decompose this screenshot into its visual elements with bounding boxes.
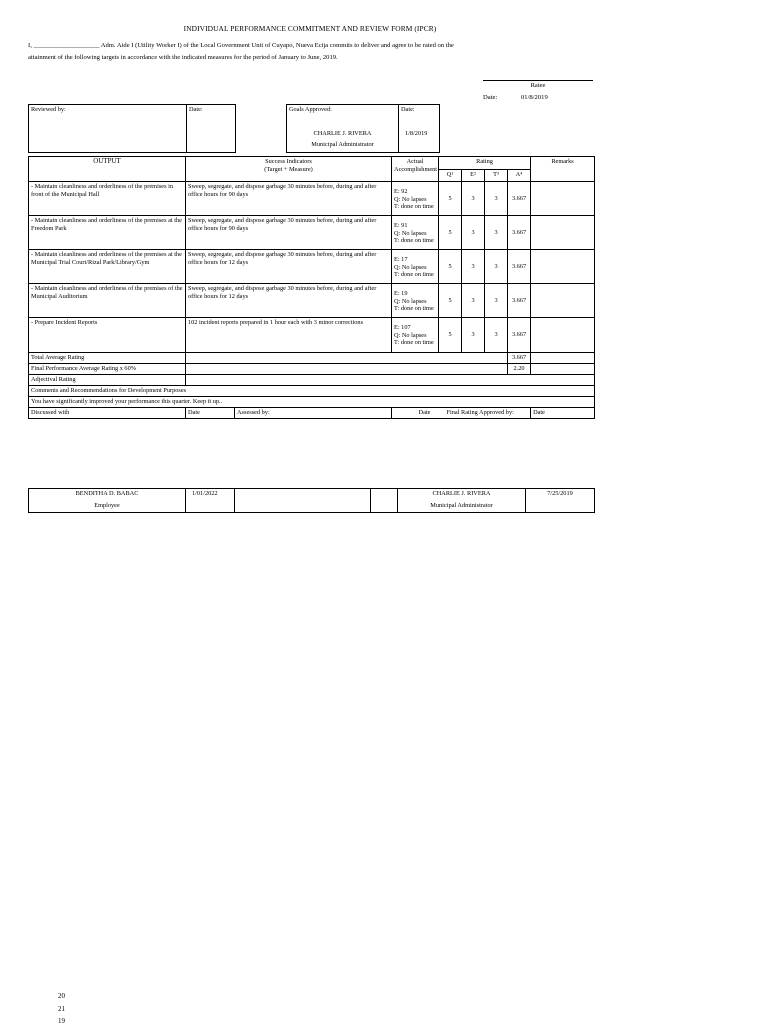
assessed-spacer <box>392 408 439 419</box>
row-indicator: 102 incident reports prepared in 1 hour each with 3 minor corrections <box>186 318 392 353</box>
final-approver-title: Municipal Administrator <box>430 501 493 509</box>
row-rating-a: 3.667 <box>508 284 531 318</box>
final-rating-spacer <box>186 364 508 375</box>
row-acc-e: E: 91 <box>394 222 408 229</box>
header-remarks: Remarks <box>531 157 595 182</box>
final-rating-row <box>29 364 595 375</box>
footer-number: 19 <box>58 1017 65 1025</box>
goals-date-label: Date: <box>401 106 415 113</box>
row-rating-t: 3 <box>485 318 508 353</box>
row-remarks <box>531 216 595 250</box>
total-average-remarks <box>531 353 595 364</box>
row-acc-e: E: 107 <box>394 324 411 331</box>
row-rating-q: 5 <box>439 284 462 318</box>
final-approved-text: Final Rating Approved by: <box>446 409 514 416</box>
header-e: E² <box>462 170 485 182</box>
header-q: Q¹ <box>439 170 462 182</box>
employee-name: BENDITHA D. BABAC <box>75 490 139 497</box>
approval-table <box>28 104 440 153</box>
assessed-by-label: Assessed by: <box>235 408 392 419</box>
form-title: INDIVIDUAL PERFORMANCE COMMITMENT AND REVIEW FORM (IPCR) <box>183 24 437 33</box>
row-acc-e: E: 17 <box>394 256 408 263</box>
ipcr-table <box>28 156 595 419</box>
signature-table <box>28 488 595 513</box>
row-acc-t: T: done on time <box>394 237 434 245</box>
header-t: T³ <box>485 170 508 182</box>
assessor-date <box>371 489 398 513</box>
comments-label: Comments and Recommendations for Development Purposes <box>29 386 595 397</box>
adjectival-label: Adjectival Rating <box>29 375 186 386</box>
header-actual-accomplishment: Actual Accomplishment <box>392 157 439 182</box>
row-rating-a: 3.667 <box>508 182 531 216</box>
row-rating-e: 3 <box>462 250 485 284</box>
intro-line-1: I, ____________________ Adm. Aide I (Utility Worker I) of the Local Government Unit of Cuyapo, Nueva Ecija commits to deliver and agree to be rated on the <box>28 42 454 49</box>
row-rating-t: 3 <box>485 250 508 284</box>
goals-approved-label: Goals Approved: <box>289 106 332 113</box>
ratee-label: Ratee <box>530 82 546 89</box>
row-indicator: Sweep, segregate, and dispose garbage 30 minutes before, during and after office hours for 12 days <box>186 250 392 284</box>
table-row <box>29 216 595 250</box>
row-output: - Maintain cleanliness and orderliness of the premises in front of the Municipal Hall <box>29 182 186 216</box>
approver-signature <box>398 489 526 513</box>
row-output: - Maintain cleanliness and orderliness of the premises at the Freedom Park <box>29 216 186 250</box>
table-row <box>29 318 595 353</box>
row-acc-q: Q: No lapses <box>394 195 427 203</box>
adjectival-row <box>29 375 595 386</box>
ratee-date-label: Date: <box>483 94 498 101</box>
row-accomplishment <box>392 318 439 353</box>
reviewed-by-cell <box>29 105 187 153</box>
header-success-line2: (Target + Measure) <box>264 165 313 173</box>
row-accomplishment <box>392 216 439 250</box>
row-rating-q: 5 <box>439 318 462 353</box>
row-acc-q: Q: No lapses <box>394 229 427 237</box>
ratee-date-value: 01/8/2019 <box>521 94 548 101</box>
row-output: - Maintain cleanliness and orderliness of the premises at the Municipal Trial Court/Rizal Park/Library/Gym <box>29 250 186 284</box>
final-rating-remarks <box>531 364 595 375</box>
row-accomplishment <box>392 250 439 284</box>
footer-number: 20 <box>58 992 65 1000</box>
date-label-a: Date <box>186 408 235 419</box>
row-remarks <box>531 318 595 353</box>
employee-title: Employee <box>94 501 120 509</box>
row-rating-a: 3.667 <box>508 318 531 353</box>
row-remarks <box>531 182 595 216</box>
intro-line-2: attainment of the following targets in accordance with the indicated measures for the period of January to June, 2019. <box>28 53 338 61</box>
row-acc-t: T: done on time <box>394 305 434 313</box>
row-rating-a: 3.667 <box>508 250 531 284</box>
row-acc-q: Q: No lapses <box>394 263 427 271</box>
table-row <box>29 284 595 318</box>
row-rating-e: 3 <box>462 182 485 216</box>
row-rating-t: 3 <box>485 182 508 216</box>
row-accomplishment <box>392 182 439 216</box>
comment-text: You have significantly improved your performance this quarter. Keep it up.. <box>29 397 595 408</box>
row-rating-t: 3 <box>485 284 508 318</box>
total-average-row <box>29 353 595 364</box>
row-rating-q: 5 <box>439 182 462 216</box>
row-rating-q: 5 <box>439 250 462 284</box>
reviewed-by-label: Reviewed by: <box>31 106 66 113</box>
final-rating-label: Final Performance Average Rating x 60% <box>29 364 186 375</box>
page-footer-numbers <box>58 990 65 1028</box>
comment-text-row <box>29 397 595 408</box>
row-indicator: Sweep, segregate, and dispose garbage 30 minutes before, during and after office hours for 90 days <box>186 216 392 250</box>
row-rating-e: 3 <box>462 318 485 353</box>
header-success-line1: Success Indicators <box>265 158 312 165</box>
signoff-header-row <box>29 408 595 419</box>
date-label-b: Date <box>418 409 431 416</box>
total-average-value: 3.667 <box>508 353 531 364</box>
row-remarks <box>531 250 595 284</box>
table-row <box>29 250 595 284</box>
final-rating-value: 2.20 <box>508 364 531 375</box>
goals-approved-cell <box>287 105 399 153</box>
header-a: A⁴ <box>508 170 531 182</box>
reviewed-date-label: Date: <box>189 106 203 113</box>
row-output: - Prepare Incident Reports <box>29 318 186 353</box>
row-acc-t: T: done on time <box>394 203 434 211</box>
row-rating-q: 5 <box>439 216 462 250</box>
goals-date-value: 1/8/2019 <box>405 129 428 137</box>
discussed-with-label: Discussed with <box>29 408 186 419</box>
final-approved-label <box>418 408 531 419</box>
goals-date-cell <box>399 105 440 153</box>
total-average-spacer <box>186 353 508 364</box>
header-success-indicators <box>186 157 392 182</box>
adjectival-value <box>186 375 595 386</box>
row-rating-e: 3 <box>462 216 485 250</box>
final-approver-date: 7/25/2019 <box>526 489 595 513</box>
table-row <box>29 182 595 216</box>
row-acc-q: Q: No lapses <box>394 331 427 339</box>
row-acc-q: Q: No lapses <box>394 297 427 305</box>
row-indicator: Sweep, segregate, and dispose garbage 30 minutes before, during and after office hours for 90 days <box>186 182 392 216</box>
header-output: OUTPUT <box>29 157 186 182</box>
final-approver-name: CHARLIE J. RIVERA <box>432 490 491 497</box>
footer-number: 21 <box>58 1004 65 1013</box>
row-rating-t: 3 <box>485 216 508 250</box>
row-acc-t: T: done on time <box>394 339 434 347</box>
intro-statement <box>28 40 588 63</box>
reviewed-date-cell <box>187 105 236 153</box>
date-label-c: Date <box>531 408 595 419</box>
row-acc-e: E: 92 <box>394 188 408 195</box>
comments-row <box>29 386 595 397</box>
approver-title: Municipal Administrator <box>311 141 374 149</box>
row-accomplishment <box>392 284 439 318</box>
employee-signature <box>29 489 186 513</box>
employee-date: 1/01/2022 <box>186 489 235 513</box>
row-remarks <box>531 284 595 318</box>
approval-spacer <box>236 105 287 153</box>
row-indicator: Sweep, segregate, and dispose garbage 30 minutes before, during and after office hours for 12 days <box>186 284 392 318</box>
total-average-label: Total Average Rating <box>29 353 186 364</box>
approver-name: CHARLIE J. RIVERA <box>313 129 372 137</box>
header-rating: Rating <box>439 157 531 170</box>
row-acc-t: T: done on time <box>394 271 434 279</box>
row-rating-a: 3.667 <box>508 216 531 250</box>
row-output: - Maintain cleanliness and orderliness of the premises of the Municipal Auditorium <box>29 284 186 318</box>
row-acc-e: E: 19 <box>394 290 408 297</box>
assessor-signature <box>235 489 371 513</box>
ratee-signature-line <box>483 80 593 81</box>
row-rating-e: 3 <box>462 284 485 318</box>
